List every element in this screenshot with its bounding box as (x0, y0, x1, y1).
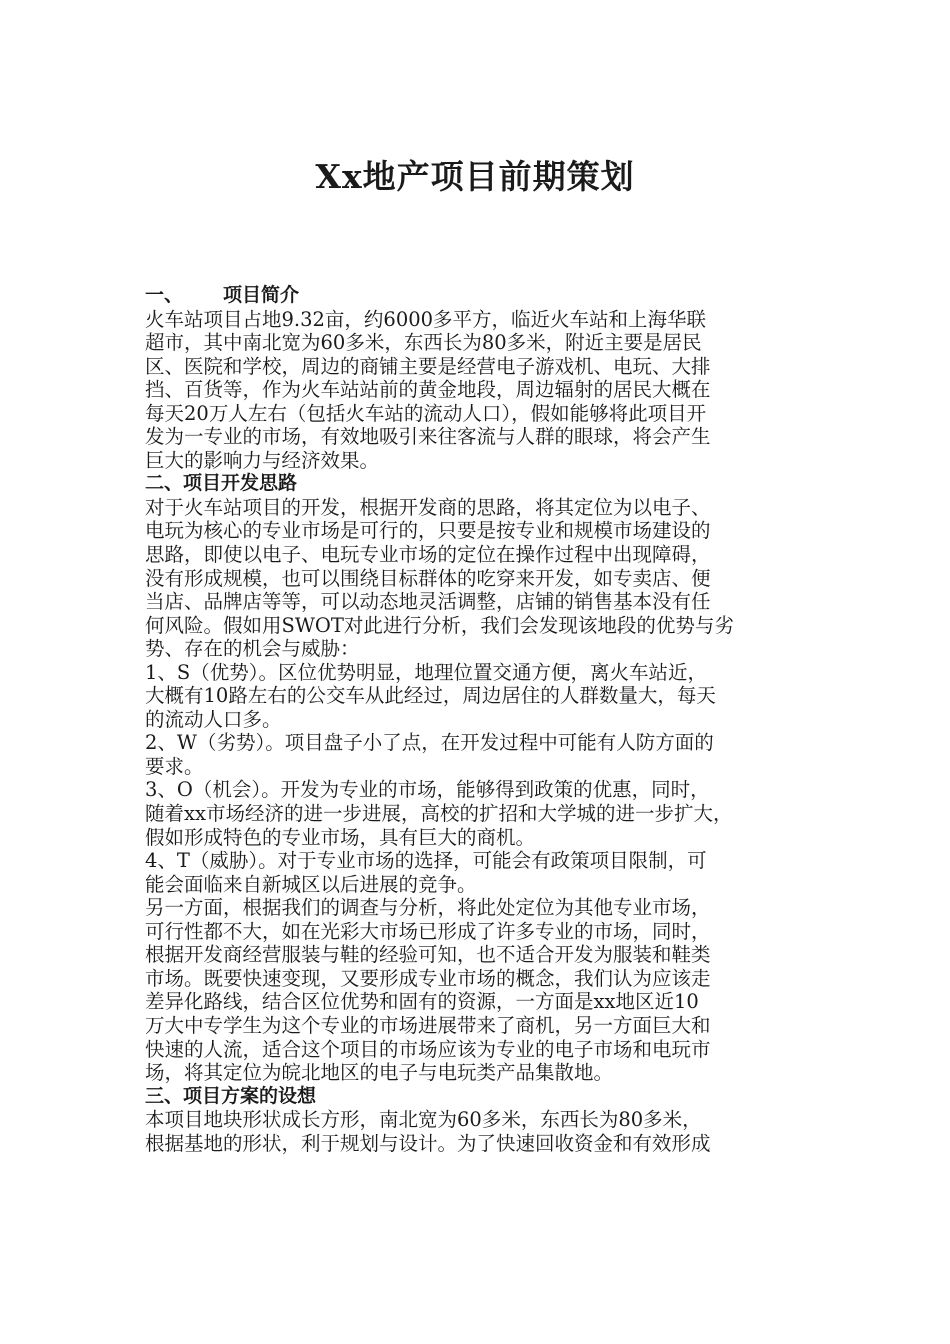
document-body (145, 284, 825, 1155)
text-line: 4、T（威胁）。对于专业市场的选择，可能会有政策项目限制，可 (145, 849, 707, 873)
text-line: 的流动人口多。 (145, 707, 282, 731)
text-line: 根据基地的形状，利于规划与设计。为了快速回收资金和有效形成 (145, 1131, 711, 1155)
section1-title: 项目简介 (223, 284, 300, 306)
section2-text (145, 496, 825, 1085)
text-line: 本项目地块形状成长方形，南北宽为60多米，东西长为80多米， (145, 1108, 702, 1132)
text-line: 场，将其定位为皖北地区的电子与电玩类产品集散地。 (145, 1061, 614, 1085)
text-line: 当店、品牌店等等，可以动态地灵活调整，店铺的销售基本没有任 (145, 590, 711, 614)
section3-heading: 三、项目方案的设想 (145, 1084, 317, 1107)
section3-text (145, 1108, 825, 1155)
text-line: 对于火车站项目的开发，根据开发商的思路，将其定位为以电子、 (145, 495, 711, 519)
text-line: 根据开发商经营服装与鞋的经验可知，也不适合开发为服装和鞋类 (145, 943, 711, 967)
text-line: 思路，即使以电子、电玩专业市场的定位在操作过程中出现障碍， (145, 543, 711, 567)
text-line: 大概有10路左右的公交车从此经过，周边居住的人群数量大，每天 (145, 684, 716, 708)
text-line: 另一方面，根据我们的调查与分析，将此处定位为其他专业市场， (145, 896, 711, 920)
text-line: 市场。既要快速变现，又要形成专业市场的概念，我们认为应该走 (145, 966, 711, 990)
section1-heading (145, 284, 825, 308)
text-line: 要求。 (145, 754, 204, 778)
text-line: 挡、百货等，作为火车站站前的黄金地段，周边辐射的居民大概在 (145, 378, 711, 402)
text-line: 何风险。假如用SWOT对此进行分析，我们会发现该地段的优势与劣 (145, 613, 734, 637)
text-line: 每天20万人左右（包括火车站的流动人口），假如能够将此项目开 (145, 401, 707, 425)
text-line: 可行性都不大，如在光彩大市场已形成了许多专业的市场，同时， (145, 919, 711, 943)
text-line: 发为一专业的市场，有效地吸引来往客流与人群的眼球，将会产生 (145, 425, 711, 449)
text-line: 假如形成特色的专业市场，具有巨大的商机。 (145, 825, 536, 849)
section1-number: 一、 (145, 284, 184, 306)
text-line: 电玩为核心的专业市场是可行的，只要是按专业和规模市场建设的 (145, 519, 711, 543)
text-line: 势、存在的机会与威胁： (145, 637, 360, 661)
text-line: 火车站项目占地9.32亩，约6000多平方，临近火车站和上海华联 (145, 307, 707, 331)
text-line: 快速的人流，适合这个项目的市场应该为专业的电子市场和电玩市 (145, 1037, 711, 1061)
section1-text (145, 308, 825, 473)
document-title: Xx地产项目前期策划 (315, 157, 635, 196)
text-line: 巨大的影响力与经济效果。 (145, 448, 380, 472)
text-line: 3、O（机会）。开发为专业的市场，能够得到政策的优惠，同时， (145, 778, 710, 802)
text-line: 万大中专学生为这个专业的市场进展带来了商机，另一方面巨大和 (145, 1013, 711, 1037)
text-line: 1、S（优势）。区位优势明显，地理位置交通方便，离火车站近， (145, 660, 708, 684)
text-line: 2、W（劣势）。项目盘子小了点，在开发过程中可能有人防方面的 (145, 731, 714, 755)
text-line: 没有形成规模，也可以围绕目标群体的吃穿来开发，如专卖店、便 (145, 566, 711, 590)
text-line: 能会面临来自新城区以后进展的竞争。 (145, 872, 477, 896)
text-line: 随着xx市场经济的进一步进展，高校的扩招和大学城的进一步扩大， (145, 802, 733, 826)
text-line: 区、医院和学校，周边的商铺主要是经营电子游戏机、电玩、大排 (145, 354, 711, 378)
text-line: 差异化路线，结合区位优势和固有的资源，一方面是xx地区近10 (145, 990, 699, 1014)
section2-heading: 二、项目开发思路 (145, 472, 298, 495)
text-line: 超市，其中南北宽为60多米，东西长为80多米，附近主要是居民 (145, 331, 702, 355)
